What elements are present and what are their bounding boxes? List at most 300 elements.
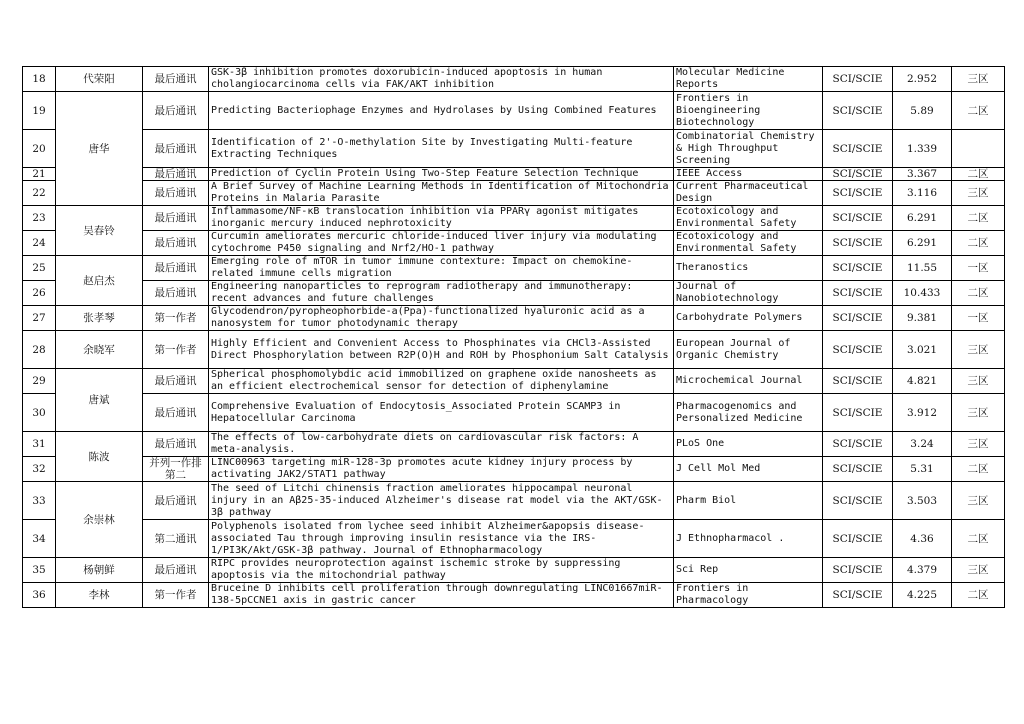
cell-title-text: Glycodendron/pyropheophorbide-a(Ppa)-functionalized hyaluronic acid as a nanosystem for tumor photodynamic therapy (211, 306, 645, 329)
cell-journal-text: Frontiers in Bioengineering Biotechnology (676, 92, 761, 128)
cell-index-text: SCI/SCIE (832, 73, 883, 85)
cell-journal-text: Molecular Medicine Reports (676, 67, 785, 90)
cell-no (23, 558, 56, 583)
cell-no (23, 457, 56, 482)
cell-zone (952, 256, 1005, 281)
cell-impact-factor-text: 5.31 (910, 463, 934, 475)
cell-zone-text: 二区 (967, 589, 989, 601)
table-row (23, 206, 1005, 231)
cell-impact-factor (893, 558, 952, 583)
table-row (23, 168, 1005, 181)
cell-role (143, 583, 209, 608)
cell-impact-factor (893, 432, 952, 457)
cell-role (143, 306, 209, 331)
cell-index (823, 67, 893, 92)
cell-role-text: 第一作者 (154, 589, 197, 601)
cell-journal-text: Ecotoxicology and Environmental Safety (676, 206, 797, 229)
cell-index-text: SCI/SCIE (832, 438, 883, 450)
cell-no-text: 35 (32, 564, 46, 576)
table-row (23, 369, 1005, 394)
table-row (23, 92, 1005, 130)
cell-index-text: SCI/SCIE (832, 187, 883, 199)
cell-title (209, 92, 674, 130)
cell-index-text: SCI/SCIE (832, 212, 883, 224)
cell-index (823, 369, 893, 394)
cell-no (23, 520, 56, 558)
cell-role-text: 最后通讯 (154, 237, 197, 249)
cell-index-text: SCI/SCIE (832, 463, 883, 475)
cell-journal (674, 558, 823, 583)
cell-zone-text: 一区 (967, 312, 989, 324)
cell-author-text: 唐华 (88, 142, 110, 155)
cell-no (23, 67, 56, 92)
cell-title-text: A Brief Survey of Machine Learning Methods in Identification of Mitochondria Proteins in Malaria Parasite (211, 181, 669, 204)
cell-impact-factor-text: 3.367 (906, 168, 938, 180)
cell-role (143, 482, 209, 520)
cell-impact-factor-text: 3.912 (906, 406, 938, 419)
cell-title (209, 168, 674, 181)
cell-author-text: 杨朝鲜 (83, 564, 115, 576)
cell-impact-factor (893, 181, 952, 206)
cell-journal (674, 67, 823, 92)
cell-title-text: Bruceine D inhibits cell proliferation through downregulating LINC01667miR-138-5pCCNE1 axis in gastric cancer (211, 583, 663, 606)
cell-no-text: 19 (32, 104, 46, 117)
cell-author-text: 张孝琴 (83, 312, 115, 324)
cell-journal (674, 520, 823, 558)
cell-role (143, 181, 209, 206)
cell-title-text: Spherical phosphomolybdic acid immobilized on graphene oxide nanosheets as an efficient electrochemical sensor for detection of diphenylamine (211, 369, 657, 392)
cell-role (143, 168, 209, 181)
cell-no (23, 181, 56, 206)
cell-impact-factor-text: 6.291 (906, 212, 938, 224)
cell-index-text: SCI/SCIE (832, 589, 883, 601)
cell-title-text: Prediction of Cyclin Protein Using Two-Step Feature Selection Technique (211, 168, 639, 179)
cell-title (209, 67, 674, 92)
cell-title-text: GSK-3β inhibition promotes doxorubicin-induced apoptosis in human cholangiocarcinoma cells via FAK/AKT inhibition (211, 67, 603, 90)
cell-role-text: 第一作者 (154, 312, 197, 324)
table-row (23, 231, 1005, 256)
cell-author-text: 李林 (88, 589, 110, 601)
cell-zone-text: 三区 (967, 375, 989, 387)
cell-journal-text: J Cell Mol Med (676, 463, 761, 474)
cell-no (23, 231, 56, 256)
cell-title-text: The effects of low-carbohydrate diets on cardiovascular risk factors: A meta-analysis. (211, 432, 639, 455)
cell-impact-factor (893, 482, 952, 520)
cell-role-text: 最后通讯 (154, 406, 197, 419)
cell-zone-text: 二区 (967, 237, 989, 249)
cell-index (823, 331, 893, 369)
cell-no-text: 20 (32, 142, 46, 155)
cell-journal-text: PLoS One (676, 438, 725, 449)
cell-index (823, 520, 893, 558)
cell-no (23, 394, 56, 432)
cell-impact-factor (893, 306, 952, 331)
cell-no (23, 281, 56, 306)
cell-zone (952, 231, 1005, 256)
cell-title (209, 306, 674, 331)
table-row (23, 583, 1005, 608)
cell-role-text: 最后通讯 (154, 564, 197, 576)
cell-index (823, 306, 893, 331)
cell-impact-factor (893, 168, 952, 181)
cell-index-text: SCI/SCIE (832, 343, 883, 356)
cell-impact-factor (893, 457, 952, 482)
cell-impact-factor-text: 4.821 (906, 375, 938, 387)
cell-impact-factor-text: 3.503 (906, 494, 938, 507)
cell-index-text: SCI/SCIE (832, 142, 883, 155)
table-row (23, 457, 1005, 482)
cell-index-text: SCI/SCIE (832, 564, 883, 576)
cell-zone (952, 306, 1005, 331)
cell-role-text: 最后通讯 (154, 142, 197, 155)
cell-no (23, 92, 56, 130)
cell-index-text: SCI/SCIE (832, 406, 883, 419)
cell-role-text: 最后通讯 (154, 438, 197, 450)
publication-table (22, 66, 1005, 608)
cell-role (143, 331, 209, 369)
cell-zone (952, 67, 1005, 92)
cell-impact-factor-text: 2.952 (906, 73, 938, 85)
cell-title-text: Comprehensive Evaluation of Endocytosis_Associated Protein SCAMP3 in Hepatocellular Carcinoma (211, 400, 621, 424)
cell-no (23, 256, 56, 281)
cell-impact-factor (893, 520, 952, 558)
cell-journal (674, 457, 823, 482)
cell-zone-text: 二区 (967, 287, 989, 299)
cell-journal (674, 331, 823, 369)
cell-zone-text: 二区 (967, 212, 989, 224)
cell-title (209, 394, 674, 432)
cell-journal-text: Pharmacogenomics and Personalized Medicine (676, 400, 803, 424)
cell-title-text: LINC00963 targeting miR-128-3p promotes acute kidney injury process by activating JAK2/STAT1 pathway (211, 457, 633, 480)
cell-impact-factor (893, 281, 952, 306)
cell-zone-text: 二区 (967, 168, 989, 180)
cell-title (209, 256, 674, 281)
cell-zone-text: 二区 (967, 463, 989, 475)
cell-role-text: 最后通讯 (154, 187, 197, 199)
cell-no (23, 482, 56, 520)
cell-journal (674, 181, 823, 206)
cell-no-text: 27 (32, 312, 46, 324)
cell-index (823, 281, 893, 306)
cell-author (56, 369, 143, 432)
cell-index-text: SCI/SCIE (832, 287, 883, 299)
cell-zone (952, 281, 1005, 306)
cell-no-text: 34 (32, 532, 46, 545)
cell-impact-factor (893, 331, 952, 369)
cell-role (143, 520, 209, 558)
table-row (23, 394, 1005, 432)
cell-impact-factor (893, 256, 952, 281)
cell-no (23, 331, 56, 369)
cell-journal (674, 168, 823, 181)
cell-title-text: Polyphenols isolated from lychee seed inhibit Alzheimer&apopsis disease-associated Tau through improving insulin resistance via the IRS-1/PI3K/Akt/GSK-3β pathway. Journal of Ethnopharmacology (211, 520, 645, 556)
cell-title (209, 130, 674, 168)
cell-impact-factor-text: 11.55 (906, 262, 938, 274)
cell-zone (952, 583, 1005, 608)
cell-no-text: 30 (32, 406, 46, 419)
cell-title (209, 558, 674, 583)
cell-journal (674, 306, 823, 331)
cell-index (823, 394, 893, 432)
cell-journal-text: European Journal of Organic Chemistry (676, 337, 791, 361)
cell-no-text: 25 (32, 262, 46, 274)
table-row (23, 306, 1005, 331)
table-row (23, 67, 1005, 92)
cell-journal-text: Pharm Biol (676, 494, 737, 506)
cell-no-text: 29 (32, 375, 46, 387)
cell-author (56, 558, 143, 583)
cell-role (143, 369, 209, 394)
cell-author (56, 256, 143, 306)
cell-impact-factor-text: 6.291 (906, 237, 938, 249)
cell-impact-factor-text: 4.379 (906, 564, 938, 576)
cell-index (823, 558, 893, 583)
cell-role-text: 第二通讯 (154, 532, 197, 545)
cell-title (209, 281, 674, 306)
cell-no-text: 22 (32, 187, 46, 199)
cell-title (209, 206, 674, 231)
cell-zone (952, 394, 1005, 432)
cell-role-text: 并列一作排第二 (149, 457, 202, 481)
cell-zone-text: 一区 (967, 262, 989, 274)
cell-role (143, 281, 209, 306)
cell-zone (952, 206, 1005, 231)
cell-no (23, 583, 56, 608)
cell-zone (952, 130, 1005, 168)
cell-author (56, 583, 143, 608)
cell-role (143, 206, 209, 231)
cell-author (56, 432, 143, 482)
cell-no (23, 168, 56, 181)
cell-impact-factor-text: 3.24 (910, 438, 934, 450)
cell-role (143, 558, 209, 583)
cell-impact-factor-text: 3.021 (906, 343, 938, 356)
cell-zone-text: 二区 (967, 532, 989, 545)
cell-title (209, 331, 674, 369)
cell-index (823, 231, 893, 256)
cell-index-text: SCI/SCIE (832, 237, 883, 249)
cell-zone (952, 520, 1005, 558)
table-row (23, 520, 1005, 558)
table-row (23, 281, 1005, 306)
cell-zone (952, 369, 1005, 394)
cell-no-text: 36 (32, 589, 46, 601)
cell-index-text: SCI/SCIE (832, 104, 883, 117)
cell-impact-factor-text: 4.36 (910, 532, 934, 545)
cell-zone-text: 三区 (967, 73, 989, 85)
cell-no-text: 23 (32, 212, 46, 224)
cell-no (23, 306, 56, 331)
cell-title-text: Emerging role of mTOR in tumor immune contexture: Impact on chemokine-related immune cells migration (211, 256, 633, 279)
cell-title-text: Identification of 2'-O-methylation Site by Investigating Multi-feature Extracting Techniques (211, 136, 633, 160)
cell-title-text: Inflammasome/NF-κB translocation inhibition via PPARγ agonist mitigates inorganic mercury induced nephrotoxicity (211, 206, 639, 229)
table-row (23, 432, 1005, 457)
cell-zone (952, 181, 1005, 206)
cell-index-text: SCI/SCIE (832, 532, 883, 545)
cell-title (209, 369, 674, 394)
cell-journal-text: Theranostics (676, 262, 749, 273)
cell-author (56, 206, 143, 256)
cell-index (823, 92, 893, 130)
cell-zone-text: 三区 (967, 187, 989, 199)
cell-role-text: 最后通讯 (154, 262, 197, 274)
cell-index-text: SCI/SCIE (832, 262, 883, 274)
cell-zone (952, 168, 1005, 181)
cell-index-text: SCI/SCIE (832, 375, 883, 387)
cell-journal-text: Combinatorial Chemistry & High Throughput Screening (676, 130, 815, 166)
cell-journal (674, 206, 823, 231)
cell-index-text: SCI/SCIE (832, 494, 883, 507)
cell-author-text: 唐斌 (88, 394, 110, 406)
cell-journal-text: Carbohydrate Polymers (676, 312, 803, 323)
cell-impact-factor (893, 394, 952, 432)
cell-journal (674, 369, 823, 394)
table-row (23, 558, 1005, 583)
table-row (23, 331, 1005, 369)
cell-author-text: 陈波 (88, 450, 110, 463)
cell-index (823, 181, 893, 206)
cell-no-text: 28 (32, 343, 46, 356)
cell-index (823, 130, 893, 168)
cell-index-text: SCI/SCIE (832, 312, 883, 324)
cell-index (823, 256, 893, 281)
cell-title-text: Predicting Bacteriophage Enzymes and Hydrolases by Using Combined Features (211, 104, 657, 116)
cell-no-text: 33 (32, 494, 46, 507)
cell-zone-text: 三区 (967, 494, 989, 507)
cell-role-text: 第一作者 (154, 343, 197, 356)
cell-impact-factor (893, 583, 952, 608)
cell-role (143, 231, 209, 256)
table-row (23, 482, 1005, 520)
table-row (23, 256, 1005, 281)
cell-title (209, 482, 674, 520)
cell-author-text: 吴春铃 (83, 224, 115, 237)
cell-zone-text: 三区 (967, 438, 989, 450)
cell-journal (674, 432, 823, 457)
cell-journal (674, 130, 823, 168)
cell-no-text: 24 (32, 237, 46, 249)
cell-no-text: 18 (32, 73, 46, 85)
cell-impact-factor-text: 1.339 (906, 142, 938, 155)
cell-zone (952, 92, 1005, 130)
cell-author-text: 赵启杰 (83, 274, 115, 287)
table-row (23, 181, 1005, 206)
table-row (23, 130, 1005, 168)
cell-impact-factor (893, 92, 952, 130)
cell-journal-text: Microchemical Journal (676, 375, 803, 386)
cell-index (823, 457, 893, 482)
cell-title-text: The seed of Litchi chinensis fraction ameliorates hippocampal neuronal injury in an Aβ25-35-induced Alzheimer's disease rat model via the AKT/GSK-3β pathway (211, 482, 663, 518)
cell-zone-text: 二区 (967, 104, 989, 117)
cell-title (209, 432, 674, 457)
cell-impact-factor-text: 5.89 (910, 104, 934, 117)
cell-index (823, 583, 893, 608)
cell-zone-text: 三区 (967, 564, 989, 576)
cell-author (56, 306, 143, 331)
cell-title-text: Highly Efficient and Convenient Access to Phosphinates via CHCl3-Assisted Direct Phosphorylation between R2P(O)H and ROH by Phosphonium Salt Catalysis (211, 337, 669, 361)
cell-title-text: RIPC provides neuroprotection against ischemic stroke by suppressing apoptosis via the mitochondrial pathway (211, 558, 621, 581)
cell-title (209, 583, 674, 608)
cell-impact-factor (893, 206, 952, 231)
cell-role-text: 最后通讯 (154, 494, 197, 507)
cell-impact-factor (893, 369, 952, 394)
cell-zone (952, 432, 1005, 457)
cell-title (209, 457, 674, 482)
cell-index (823, 482, 893, 520)
cell-role (143, 130, 209, 168)
cell-journal-text: J Ethnopharmacol . (676, 532, 785, 544)
cell-role-text: 最后通讯 (154, 287, 197, 299)
cell-zone (952, 482, 1005, 520)
cell-role (143, 256, 209, 281)
cell-role-text: 最后通讯 (154, 375, 197, 387)
cell-impact-factor-text: 9.381 (906, 312, 938, 324)
cell-author-text: 代荣阳 (83, 73, 115, 85)
cell-no-text: 31 (32, 438, 46, 450)
cell-no-text: 32 (32, 463, 46, 475)
cell-journal (674, 583, 823, 608)
cell-role (143, 394, 209, 432)
cell-author (56, 92, 143, 206)
cell-title (209, 181, 674, 206)
cell-author-text: 余晓军 (83, 343, 115, 356)
cell-journal-text: Ecotoxicology and Environmental Safety (676, 231, 797, 254)
cell-zone (952, 331, 1005, 369)
cell-journal (674, 281, 823, 306)
cell-title-text: Engineering nanoparticles to reprogram radiotherapy and immunotherapy: recent advances and future challenges (211, 281, 633, 304)
cell-title (209, 231, 674, 256)
cell-author-text: 余崇林 (83, 513, 115, 526)
cell-role (143, 432, 209, 457)
cell-role (143, 457, 209, 482)
cell-author (56, 331, 143, 369)
cell-journal (674, 482, 823, 520)
cell-title (209, 520, 674, 558)
cell-role-text: 最后通讯 (154, 104, 197, 117)
cell-journal-text: Journal of Nanobiotechnology (676, 281, 779, 304)
cell-zone (952, 558, 1005, 583)
cell-impact-factor (893, 67, 952, 92)
cell-impact-factor (893, 231, 952, 256)
cell-no (23, 206, 56, 231)
cell-journal-text: Frontiers in Pharmacology (676, 583, 749, 606)
cell-no (23, 432, 56, 457)
cell-index (823, 206, 893, 231)
cell-role-text: 最后通讯 (154, 212, 197, 224)
cell-impact-factor-text: 3.116 (906, 187, 938, 199)
cell-index (823, 432, 893, 457)
cell-role-text: 最后通讯 (154, 168, 197, 180)
cell-no (23, 369, 56, 394)
cell-title-text: Curcumin ameliorates mercuric chloride-induced liver injury via modulating cytochrome P450 signaling and Nrf2/HO-1 pathway (211, 231, 657, 254)
cell-index-text: SCI/SCIE (832, 168, 883, 180)
cell-no-text: 21 (32, 168, 46, 180)
cell-author (56, 482, 143, 558)
cell-zone-text: 三区 (967, 343, 989, 356)
cell-zone-text: 三区 (967, 406, 989, 419)
cell-impact-factor-text: 10.433 (903, 287, 941, 299)
cell-role (143, 92, 209, 130)
cell-index (823, 168, 893, 181)
cell-role (143, 67, 209, 92)
cell-journal (674, 394, 823, 432)
cell-impact-factor-text: 4.225 (906, 589, 938, 601)
cell-role-text: 最后通讯 (154, 73, 197, 85)
cell-no (23, 130, 56, 168)
cell-journal-text: IEEE Access (676, 168, 743, 179)
cell-journal-text: Current Pharmaceutical Design (676, 181, 809, 204)
cell-journal (674, 256, 823, 281)
